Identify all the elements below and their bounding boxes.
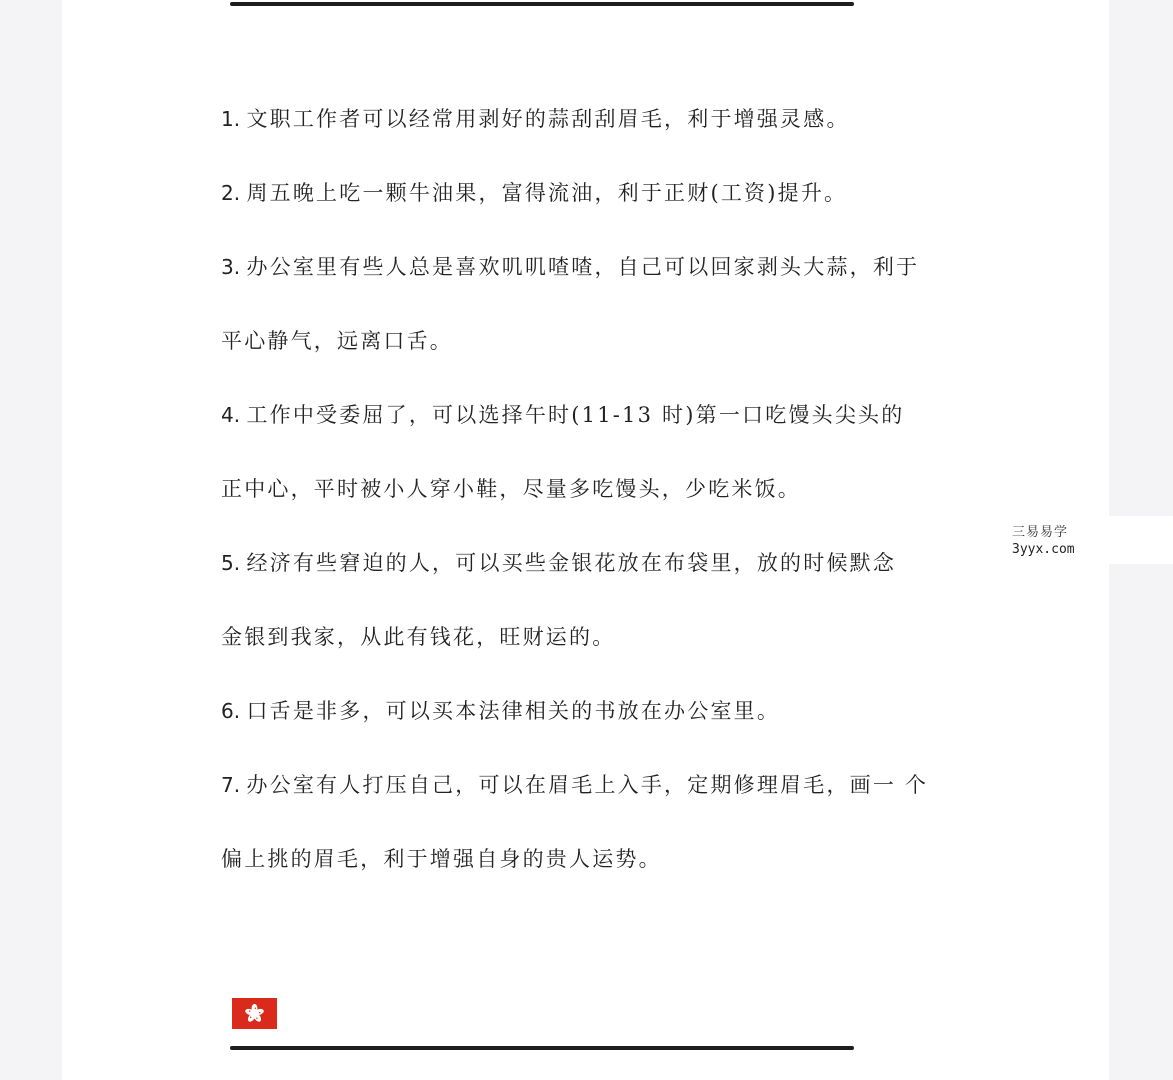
line-text: 办公室里有些人总是喜欢叽叽喳喳，自己可以回家剥头大蒜，利于 — [246, 255, 920, 279]
line-text: 工作中受委屈了，可以选择午时(11-13 时)第一口吃馒头尖头的 — [246, 403, 905, 427]
text-line — [221, 170, 981, 244]
text-line — [221, 614, 981, 688]
list-number: 2. — [221, 181, 247, 205]
line-text: 办公室有人打压自己，可以在眉毛上入手，定期修理眉毛，画一 个 — [246, 773, 929, 797]
text-line — [221, 244, 981, 318]
list-number: 6. — [221, 699, 247, 723]
line-text: 口舌是非多，可以买本法律相关的书放在办公室里。 — [246, 699, 781, 723]
watermark-name: 三易易学 — [1012, 525, 1069, 540]
bauhinia-icon — [244, 1003, 265, 1024]
watermark-url: 3yyx.com — [1012, 542, 1075, 557]
list-number: 3. — [221, 255, 247, 279]
text-line — [221, 688, 981, 762]
line-text: 正中心，平时被小人穿小鞋，尽量多吃馒头，少吃米饭。 — [221, 477, 801, 501]
text-line — [221, 392, 981, 466]
hong-kong-flag-icon — [232, 998, 277, 1029]
document-body — [221, 96, 981, 910]
text-line — [221, 318, 981, 392]
list-number: 1. — [221, 107, 247, 131]
text-line — [221, 762, 981, 836]
line-text: 经济有些窘迫的人，可以买些金银花放在布袋里，放的时候默念 — [246, 551, 897, 575]
list-number: 4. — [221, 403, 247, 427]
line-text: 金银到我家，从此有钱花，旺财运的。 — [221, 625, 616, 649]
line-text: 周五晚上吃一颗牛油果，富得流油，利于正财(工资)提升。 — [246, 181, 848, 205]
bottom-divider — [230, 1046, 854, 1050]
site-watermark — [946, 516, 1173, 564]
line-text: 偏上挑的眉毛，利于增强自身的贵人运势。 — [221, 847, 662, 871]
line-text: 文职工作者可以经常用剥好的蒜刮刮眉毛，利于增强灵感。 — [246, 107, 850, 131]
list-number: 7. — [221, 773, 247, 797]
text-line — [221, 540, 981, 614]
text-line — [221, 836, 981, 910]
list-number: 5. — [221, 551, 247, 575]
line-text: 平心静气，远离口舌。 — [221, 329, 453, 353]
text-line — [221, 466, 981, 540]
top-divider — [230, 2, 854, 6]
text-line — [221, 96, 981, 170]
